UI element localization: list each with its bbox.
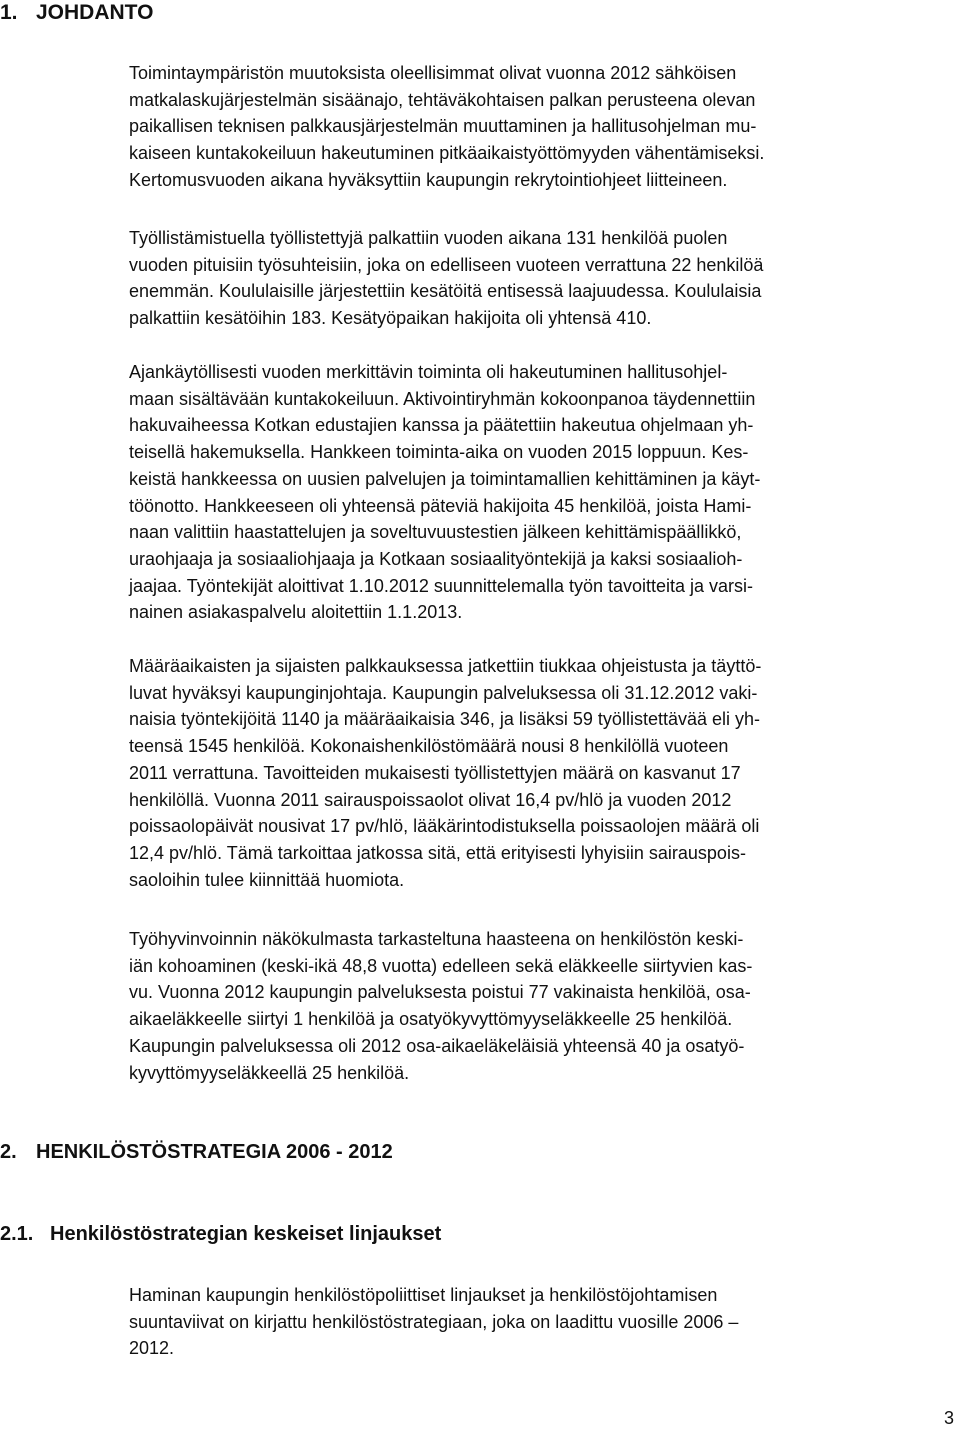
subsection-heading-linjaukset: [0, 1221, 441, 1247]
text-line: uraohjaaja ja sosiaaliohjaaja ja Kotkaan sosiaalityöntekijä ja kaksi sosiaalioh-: [129, 548, 743, 569]
text-line: Kaupungin palveluksessa oli 2012 osa-aikaeläkeläisiä yhteensä 40 ja osatyö-: [129, 1035, 745, 1056]
text-line: kyvyttömyyseläkkeellä 25 henkilöä.: [129, 1062, 410, 1083]
paragraph: [129, 926, 954, 1086]
text-line: henkilöllä. Vuonna 2011 sairauspoissaolot olivat 16,4 pv/hlö ja vuoden 2012: [129, 789, 732, 810]
text-line: saoloihin tulee kiinnittää huomiota.: [129, 869, 405, 890]
text-line: Haminan kaupungin henkilöstöpoliittiset linjaukset ja henkilöstöjohtamisen: [129, 1285, 718, 1305]
text-line: matkalaskujärjestelmän sisäänajo, tehtäväkohtaisen palkan perusteena olevan: [129, 89, 756, 110]
text-line: naan valittiin haastattelujen ja soveltuvuustestien jälkeen kehittämispäällikkö,: [129, 522, 742, 543]
text-line: suuntaviivat on kirjattu henkilöstöstrategiaan, joka on laadittu vuosille 2006 –: [129, 1311, 739, 1332]
text-line: Määräaikaisten ja sijaisten palkkauksessa jatkettiin tiukkaa ohjeistusta ja täyttö-: [129, 656, 762, 676]
text-line: enemmän. Koululaisille järjestettiin kesätöitä entisessä laajuudessa. Koululaisia: [129, 281, 762, 302]
text-line: Toimintaympäristön muutoksista oleellisimmat olivat vuonna 2012 sähköisen: [129, 63, 737, 83]
section-number: 2.1.: [0, 1223, 34, 1245]
text-line: palkattiin kesätöihin 183. Kesätyöpaikan hakijoita oli yhtensä 410.: [129, 308, 652, 329]
text-line: vu. Vuonna 2012 kaupungin palveluksesta poistui 77 vakinaista henkilöä, osa-: [129, 982, 751, 1003]
section-number: 2.: [0, 1141, 17, 1163]
section-title: HENKILÖSTÖSTRATEGIA 2006 - 2012: [36, 1141, 393, 1163]
section-title: JOHDANTO: [36, 1, 154, 24]
text-line: luvat hyväksyi kaupunginjohtaja. Kaupungin palveluksessa oli 31.12.2012 vaki-: [129, 682, 758, 703]
paragraph: [129, 60, 954, 194]
text-line: Työllistämistuella työllistettyjä palkattiin vuoden aikana 131 henkilöä puolen: [129, 228, 728, 248]
text-line: naisia työntekijöitä 1140 ja määräaikaisia 346, ja lisäksi 59 työllistettävää eli yh-: [129, 709, 761, 730]
section-heading-johdanto: [0, 0, 153, 26]
text-line: keistä hankkeessa on uusien palvelujen ja toimintamallien kehittäminen ja käyt-: [129, 468, 761, 489]
section-heading-henkilostostrategia: [0, 1139, 393, 1165]
text-line: aikaeläkkeelle siirtyi 1 henkilöä ja osatyökyvyttömyyseläkkeelle 25 henkilöä.: [129, 1009, 733, 1030]
text-line: Kertomusvuoden aikana hyväksyttiin kaupungin rekrytointiohjeet liitteineen.: [129, 169, 728, 190]
page-number: 3: [943, 1408, 954, 1428]
paragraph: [129, 359, 954, 626]
paragraph: [129, 653, 954, 893]
text-line: 2012.: [129, 1338, 175, 1359]
text-line: teisellä hakemuksella. Hankkeen toiminta-aika on vuoden 2015 loppuun. Kes-: [129, 442, 749, 463]
text-line: kaiseen kuntakokeiluun hakeutuminen pitkäaikaistyöttömyyden vähentämiseksi.: [129, 143, 765, 164]
text-line: iän kohoaminen (keski-ikä 48,8 vuotta) edelleen sekä eläkkeelle siirtyvien kas-: [129, 955, 753, 976]
text-line: teensä 1545 henkilöä. Kokonaishenkilöstömäärä nousi 8 henkilöllä vuoteen: [129, 736, 729, 757]
paragraph: [129, 225, 954, 332]
text-line: Ajankäytöllisesti vuoden merkittävin toiminta oli hakeutuminen hallitusohjel-: [129, 362, 728, 382]
text-line: maan sisältävään kuntakokeiluun. Aktivointiryhmän kokoonpanoa täydennettiin: [129, 388, 756, 409]
text-line: töönotto. Hankkeeseen oli yhteensä päteviä hakijoita 45 henkilöä, joista Hami-: [129, 495, 752, 516]
text-line: poissaolopäivät nousivat 17 pv/hlö, lääkärintodistuksella poissaolojen määrä oli: [129, 816, 760, 837]
section-number: 1.: [0, 1, 18, 24]
text-line: paikallisen teknisen palkkausjärjestelmän muuttaminen ja hallitusohjelman mu-: [129, 116, 757, 137]
text-line: jaajaa. Työntekijät aloittivat 1.10.2012 suunnittelemalla työn tavoitteita ja varsi-: [129, 575, 754, 596]
text-line: vuoden pituisiin työsuhteisiin, joka on edelliseen vuoteen verrattuna 22 henkilöä: [129, 254, 764, 275]
paragraph: [129, 1282, 954, 1362]
text-line: Työhyvinvoinnin näkökulmasta tarkasteltuna haasteena on henkilöstön keski-: [129, 929, 744, 949]
section-title: Henkilöstöstrategian keskeiset linjaukset: [50, 1223, 442, 1245]
text-line: hakuvaiheessa Kotkan edustajien kanssa ja päätettiin hakeutua ohjelmaan yh-: [129, 415, 754, 436]
text-line: nainen asiakaspalvelu aloitettiin 1.1.2013.: [129, 602, 463, 623]
text-line: 2011 verrattuna. Tavoitteiden mukaisesti työllistettyjen määrä on kasvanut 17: [129, 762, 741, 783]
text-line: 12,4 pv/hlö. Tämä tarkoittaa jatkossa sitä, että erityisesti lyhyisiin sairauspois-: [129, 842, 746, 863]
